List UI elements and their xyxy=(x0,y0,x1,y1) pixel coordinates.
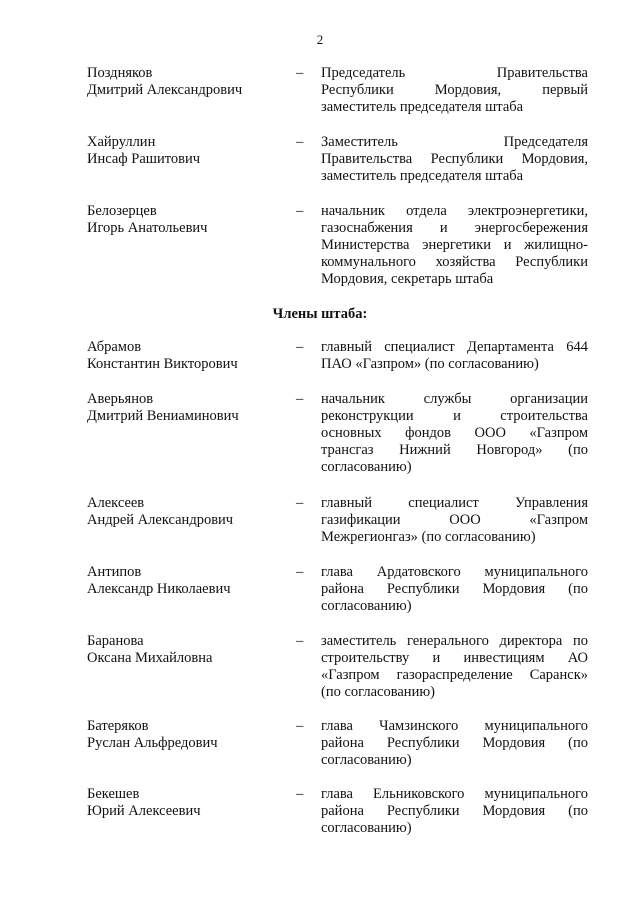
position-line: Межрегионгаз» (по согласованию) xyxy=(321,529,536,545)
position-description xyxy=(321,718,588,769)
position-line: ПАО «Газпром» (по согласованию) xyxy=(321,356,539,372)
given-name: Инсаф Рашитович xyxy=(87,151,201,167)
position-description xyxy=(321,633,588,701)
position-line: газоснабжения и энергосбережения xyxy=(321,220,588,236)
surname: Баранова xyxy=(87,633,144,649)
position-line: реконструкции и строительства xyxy=(321,408,588,424)
given-name: Дмитрий Александрович xyxy=(87,82,243,98)
person-name xyxy=(87,339,287,373)
dash: – xyxy=(296,134,304,150)
position-line: Мордовия, секретарь штаба xyxy=(321,271,494,287)
position-line: района Республики Мордовия (по xyxy=(321,803,588,819)
position-line: глава Ардатовского муниципального xyxy=(321,564,588,580)
position-line: Заместитель Председателя xyxy=(321,134,588,150)
surname: Хайруллин xyxy=(87,134,156,150)
position-line: основных фондов ООО «Газпром xyxy=(321,425,588,441)
given-name: Александр Николаевич xyxy=(87,581,231,597)
position-line: района Республики Мордовия (по xyxy=(321,581,588,597)
given-name: Оксана Михайловна xyxy=(87,650,213,666)
person-name xyxy=(87,633,287,667)
dash: – xyxy=(296,564,304,580)
dash: – xyxy=(296,718,304,734)
position-line: заместитель председателя штаба xyxy=(321,99,524,115)
position-line: Министерства энергетики и жилищно- xyxy=(321,237,588,253)
position-line: согласованию) xyxy=(321,820,412,836)
position-line: Правительства Республики Мордовия, xyxy=(321,151,588,167)
dash: – xyxy=(296,65,304,81)
position-description xyxy=(321,391,588,476)
given-name: Юрий Алексеевич xyxy=(87,803,201,819)
surname: Абрамов xyxy=(87,339,142,355)
position-description xyxy=(321,203,588,288)
person-name xyxy=(87,134,287,168)
person-name xyxy=(87,564,287,598)
position-line: района Республики Мордовия (по xyxy=(321,735,588,751)
person-name xyxy=(87,203,287,237)
dash: – xyxy=(296,203,304,219)
given-name: Константин Викторович xyxy=(87,356,238,372)
position-line: газификации ООО «Газпром xyxy=(321,512,588,528)
position-line: глава Чамзинского муниципального xyxy=(321,718,588,734)
position-line: трансгаз Нижний Новгород» (по xyxy=(321,442,588,458)
person-name xyxy=(87,718,287,752)
position-line: глава Ельниковского муниципального xyxy=(321,786,588,802)
page-number: 2 xyxy=(316,32,324,47)
position-description xyxy=(321,65,588,116)
dash: – xyxy=(296,339,304,355)
surname: Алексеев xyxy=(87,495,145,511)
person-name xyxy=(87,786,287,820)
position-description xyxy=(321,339,588,373)
given-name: Андрей Александрович xyxy=(87,512,234,528)
person-name xyxy=(87,495,287,529)
position-line: начальник отдела электроэнергетики, xyxy=(321,203,588,219)
dash: – xyxy=(296,786,304,802)
position-line: главный специалист Департамента 644 xyxy=(321,339,588,355)
members-heading: Члены штаба: xyxy=(272,306,368,322)
position-line: строительству и инвестициям АО xyxy=(321,650,588,666)
surname: Батеряков xyxy=(87,718,149,734)
position-line: начальник службы организации xyxy=(321,391,588,407)
given-name: Игорь Анатольевич xyxy=(87,220,208,236)
given-name: Руслан Альфредович xyxy=(87,735,218,751)
surname: Белозерцев xyxy=(87,203,157,219)
position-line: заместитель генерального директора по xyxy=(321,633,588,649)
position-line: (по согласованию) xyxy=(321,684,435,700)
position-line: Председатель Правительства xyxy=(321,65,588,81)
position-line: «Газпром газораспределение Саранск» xyxy=(321,667,588,683)
person-name xyxy=(87,391,287,425)
position-description xyxy=(321,564,588,615)
position-line: согласованию) xyxy=(321,598,412,614)
position-line: согласованию) xyxy=(321,752,412,768)
dash: – xyxy=(296,391,304,407)
surname: Аверьянов xyxy=(87,391,154,407)
position-line: главный специалист Управления xyxy=(321,495,588,511)
position-description xyxy=(321,495,588,546)
dash: – xyxy=(296,495,304,511)
position-line: Республики Мордовия, первый xyxy=(321,82,588,98)
given-name: Дмитрий Вениаминович xyxy=(87,408,239,424)
position-line: коммунального хозяйства Республики xyxy=(321,254,588,270)
surname: Антипов xyxy=(87,564,142,580)
position-line: заместитель председателя штаба xyxy=(321,168,524,184)
person-name xyxy=(87,65,287,99)
surname: Поздняков xyxy=(87,65,153,81)
surname: Бекешев xyxy=(87,786,140,802)
dash: – xyxy=(296,633,304,649)
position-description xyxy=(321,134,588,185)
position-line: согласованию) xyxy=(321,459,412,475)
position-description xyxy=(321,786,588,837)
